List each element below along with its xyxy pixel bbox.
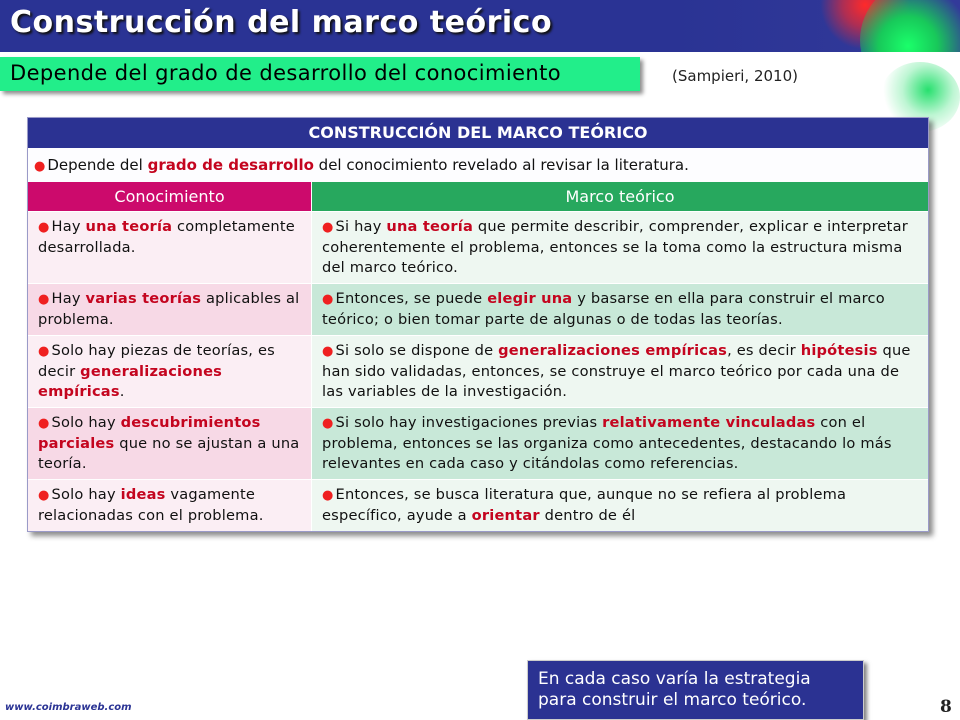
title-bar	[0, 0, 960, 52]
highlighted-term: relativamente vinculadas	[602, 414, 816, 431]
text-segment: aplicables al problema.	[38, 290, 300, 328]
text-segment: vagamente relacionadas con el problema.	[38, 486, 264, 524]
column-headers	[28, 182, 928, 211]
highlighted-term: elegir una	[487, 290, 573, 307]
highlighted-term: generalizaciones empíricas	[498, 342, 728, 359]
table-row	[28, 407, 928, 479]
knowledge-text	[38, 486, 264, 524]
table-row	[28, 211, 928, 283]
text-segment: Si solo se dispone de	[335, 342, 499, 359]
text-segment: con el problema, entonces se las organiza como antecedentes, destacando lo más relevantes en cada caso y citándolas como referencias.	[322, 414, 892, 472]
framework-text	[322, 414, 892, 472]
knowledge-text	[38, 342, 275, 400]
framework-cell	[311, 336, 928, 407]
knowledge-cell	[28, 480, 311, 531]
framework-cell	[311, 480, 928, 531]
highlighted-term: generalizaciones empíricas	[38, 363, 223, 400]
page-title: Construcción del marco teórico	[10, 5, 553, 40]
knowledge-cell	[28, 336, 311, 407]
text-segment: que permite describir, comprender, explicar e interpretar coherentemente el problema, entonces se la toma como la estructura misma del marco teórico.	[322, 218, 908, 276]
page-number: 8	[940, 697, 952, 717]
text-segment: .	[119, 383, 125, 400]
table-title: CONSTRUCCIÓN DEL MARCO TEÓRICO	[28, 118, 928, 148]
subtitle-text: Depende del grado de desarrollo del conocimiento	[10, 61, 561, 85]
bullet-dot-icon: ●	[38, 344, 50, 359]
column-header-marco-teorico: Marco teórico	[311, 182, 928, 211]
text-segment: Solo hay	[51, 414, 121, 431]
framework-text	[322, 486, 846, 524]
bullet-dot-icon: ●	[38, 416, 50, 431]
table-row	[28, 283, 928, 335]
text-segment: Si hay	[335, 218, 387, 235]
knowledge-cell	[28, 212, 311, 283]
knowledge-text	[38, 414, 299, 472]
text-segment: Entonces, se puede	[335, 290, 488, 307]
knowledge-text	[38, 290, 299, 328]
text-segment: que no se ajustan a una teoría.	[38, 435, 300, 472]
highlighted-term: una teoría	[386, 218, 474, 235]
bullet-dot-icon: ●	[38, 220, 50, 235]
framework-text	[322, 342, 911, 400]
highlighted-term: varias teorías	[85, 290, 202, 307]
framework-cell	[311, 212, 928, 283]
text-segment: dentro de él	[539, 507, 636, 524]
decorative-green-glow	[860, 0, 960, 52]
intro-text	[47, 156, 689, 174]
bullet-dot-icon: ●	[322, 220, 334, 235]
highlighted-term: ideas	[120, 486, 166, 503]
bullet-dot-icon: ●	[34, 159, 46, 174]
framework-text	[322, 218, 908, 276]
framework-cell	[311, 284, 928, 335]
text-segment: Si solo hay investigaciones previas	[335, 414, 603, 431]
highlighted-term: hipótesis	[800, 342, 878, 359]
text-segment: Entonces, se busca literatura que, aunque no se refiera al problema específico, ayude a	[322, 486, 847, 524]
highlighted-term: grado de desarrollo	[147, 156, 314, 174]
knowledge-cell	[28, 284, 311, 335]
text-segment: Solo hay	[51, 486, 121, 503]
text-segment: Hay	[51, 218, 86, 235]
framework-text	[322, 290, 885, 328]
table-row	[28, 479, 928, 531]
table-intro	[28, 148, 928, 182]
text-segment: Depende del	[47, 156, 148, 174]
text-segment: Hay	[51, 290, 86, 307]
text-segment: Solo hay piezas de teorías, es decir	[38, 342, 275, 380]
knowledge-cell	[28, 408, 311, 479]
text-segment: del conocimiento revelado al revisar la literatura.	[313, 156, 689, 174]
theory-table	[27, 117, 929, 532]
strategy-note: En cada caso varía la estrategia para construir el marco teórico.	[527, 660, 864, 720]
knowledge-text	[38, 218, 295, 256]
bullet-dot-icon: ●	[322, 344, 334, 359]
highlighted-term: orientar	[471, 507, 540, 524]
text-segment: y basarse en ella para construir el marco teórico; o bien tomar parte de algunas o de todas las teorías.	[322, 290, 885, 328]
bullet-dot-icon: ●	[38, 488, 50, 503]
highlighted-term: una teoría	[85, 218, 173, 235]
bullet-dot-icon: ●	[322, 488, 334, 503]
text-segment: que han sido validadas, entonces, se construye el marco teórico por cada una de las variables de la investigación.	[322, 342, 911, 400]
bullet-dot-icon: ●	[38, 292, 50, 307]
table-row	[28, 335, 928, 407]
highlighted-term: descubrimientos parciales	[38, 414, 261, 452]
citation: (Sampieri, 2010)	[672, 67, 798, 85]
text-segment: , es decir	[727, 342, 801, 359]
bullet-dot-icon: ●	[322, 292, 334, 307]
subtitle-banner	[0, 57, 640, 91]
website-link[interactable]: www.coimbraweb.com	[5, 702, 132, 713]
bullet-dot-icon: ●	[322, 416, 334, 431]
column-header-conocimiento: Conocimiento	[28, 182, 311, 211]
framework-cell	[311, 408, 928, 479]
text-segment: completamente desarrollada.	[38, 218, 295, 256]
